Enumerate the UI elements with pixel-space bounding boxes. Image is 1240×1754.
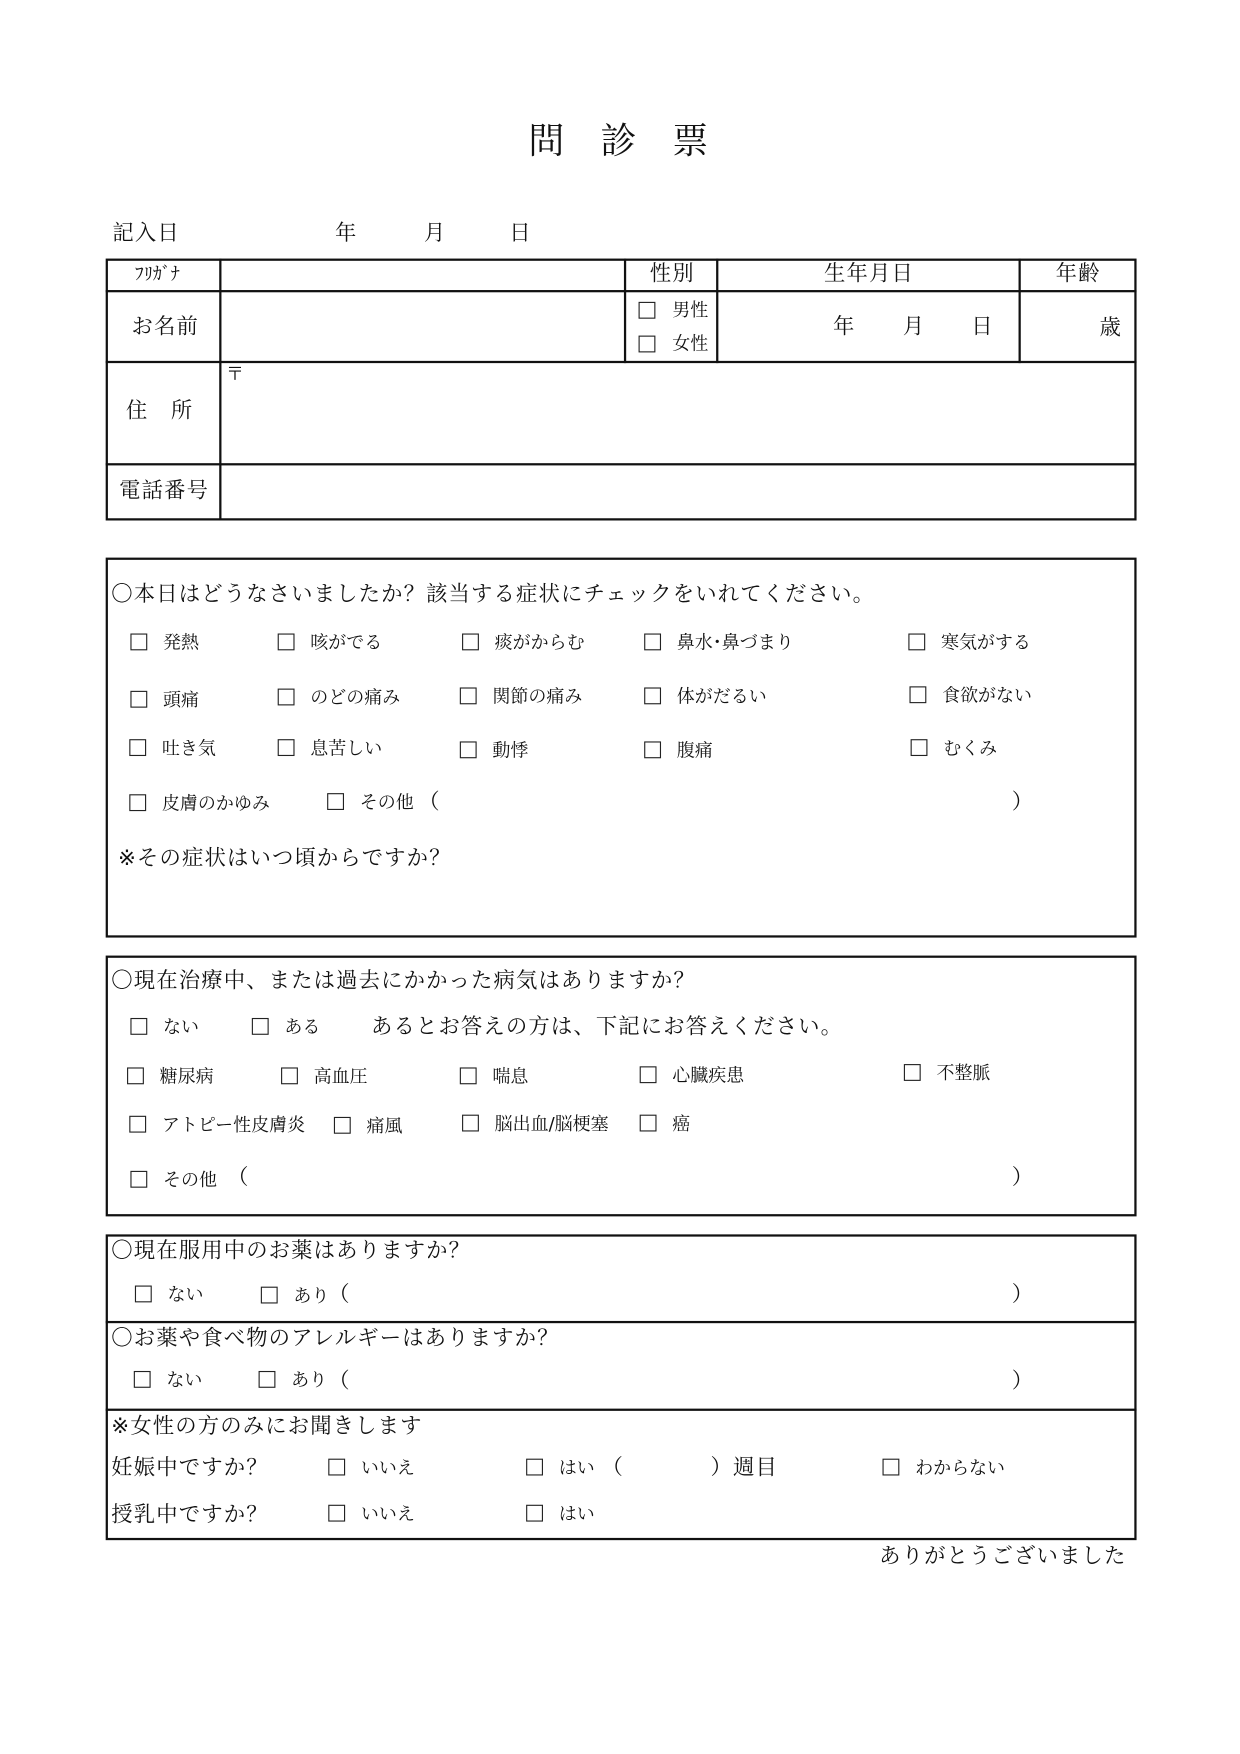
symptoms-items-5-checkbox[interactable] <box>130 691 147 708</box>
women-heading: ※女性の方のみにお聞きします <box>111 1413 423 1439</box>
phone-field[interactable] <box>221 467 1134 519</box>
symptoms-items-7-checkbox[interactable] <box>460 687 477 704</box>
history-question: 〇現在治療中、または過去にかかった病気はありますか？ <box>111 968 696 994</box>
symptoms-items-11-label: 息苦しい <box>310 737 383 759</box>
symptoms-items-16-checkbox[interactable] <box>327 793 344 810</box>
symptoms-items-13-checkbox[interactable] <box>644 741 661 758</box>
medication-question: 〇現在服用中のお薬はありますか？ <box>111 1238 472 1264</box>
symptoms-items-14-checkbox[interactable] <box>911 739 928 756</box>
history-items-6-label: 痛風 <box>366 1115 403 1137</box>
women-yes-checkbox[interactable] <box>526 1505 543 1522</box>
allergy-no-checkbox[interactable] <box>134 1371 151 1388</box>
name-field[interactable] <box>221 293 623 360</box>
history-items-0-label: 糖尿病 <box>159 1065 214 1088</box>
women-no-label: いいえ <box>360 1503 415 1525</box>
history-yes-checkbox[interactable] <box>252 1018 269 1035</box>
close-paren: ） <box>1011 1282 1035 1307</box>
symptoms-items-4-label: 寒気がする <box>940 631 1031 654</box>
phone-label: 電話番号 <box>119 478 210 504</box>
divider <box>106 1409 1137 1411</box>
women-no-checkbox[interactable] <box>328 1505 345 1522</box>
close-paren: ） <box>1011 1165 1035 1190</box>
history-items-9-label: その他 <box>163 1169 217 1191</box>
female-checkbox[interactable] <box>639 336 656 353</box>
open-paren: （ <box>328 1282 351 1307</box>
name-label: お名前 <box>131 314 200 339</box>
divider <box>106 290 1137 292</box>
symptoms-items-2-checkbox[interactable] <box>462 633 479 650</box>
history-items-1-label: 高血圧 <box>313 1065 368 1088</box>
symptoms-items-9-label: 食欲がない <box>942 684 1033 706</box>
women-no-checkbox[interactable] <box>328 1459 345 1476</box>
women-unknown-label: わからない <box>915 1456 1006 1479</box>
history-items-2-checkbox[interactable] <box>460 1067 477 1084</box>
symptoms-items-9-checkbox[interactable] <box>909 686 926 703</box>
address-field[interactable] <box>221 364 1134 463</box>
symptoms-items-0-label: 発熱 <box>163 631 200 654</box>
divider <box>716 259 718 364</box>
symptoms-items-5-label: 頭痛 <box>163 689 200 711</box>
history-no-label: ない <box>163 1016 200 1038</box>
divider <box>106 1321 1137 1323</box>
women-unknown-checkbox[interactable] <box>882 1459 899 1476</box>
history-items-5-label: アトピー性皮膚炎 <box>161 1114 306 1136</box>
entry-year-label: 年 <box>335 220 358 246</box>
entry-day-label: 日 <box>509 220 532 246</box>
symptoms-items-14-label: むくみ <box>943 737 998 759</box>
birthdate-header: 生年月日 <box>824 261 914 287</box>
history-items-3-checkbox[interactable] <box>640 1066 657 1083</box>
history-items-8-label: 癌 <box>672 1112 691 1135</box>
symptoms-items-2-label: 痰がからむ <box>494 631 585 654</box>
symptoms-items-12-checkbox[interactable] <box>460 741 477 758</box>
symptoms-items-12-label: 動悸 <box>492 739 529 762</box>
symptoms-items-8-label: 体がだるい <box>676 685 767 708</box>
nursing-question: 授乳中ですか？ <box>111 1502 269 1528</box>
age-unit-label: 歳 <box>1099 315 1122 341</box>
furigana-label: ﾌﾘｶﾞﾅ <box>134 263 180 285</box>
open-paren: （ <box>328 1368 351 1394</box>
closing-message: ありがとうございました <box>879 1544 1127 1569</box>
history-note: あるとお答えの方は、下記にお答えください。 <box>370 1014 844 1040</box>
symptoms-items-1-label: 咳がでる <box>310 631 383 654</box>
symptoms-items-4-checkbox[interactable] <box>908 633 925 650</box>
symptoms-items-15-checkbox[interactable] <box>129 794 146 811</box>
allergy-no-label: ない <box>166 1369 203 1391</box>
entry-date-label: 記入日 <box>112 220 180 246</box>
close-paren: ） <box>1011 1368 1035 1394</box>
allergy-yes-checkbox[interactable] <box>259 1371 276 1388</box>
address-label: 住 所 <box>125 398 194 424</box>
history-items-0-checkbox[interactable] <box>127 1067 144 1084</box>
women-yes-checkbox[interactable] <box>526 1459 543 1476</box>
divider <box>106 361 1137 363</box>
history-items-1-checkbox[interactable] <box>281 1067 298 1084</box>
close-paren: ） <box>1011 789 1035 815</box>
postal-mark: 〒 <box>225 363 244 385</box>
male-checkbox[interactable] <box>639 302 656 319</box>
gender-header: 性別 <box>649 261 695 287</box>
medication-yes-checkbox[interactable] <box>261 1287 278 1304</box>
symptoms-items-7-label: 関節の痛み <box>492 685 583 708</box>
furigana-field[interactable] <box>221 261 623 290</box>
women-yes-label: はい <box>558 1503 595 1525</box>
history-yes-label: ある <box>284 1016 321 1038</box>
symptoms-since: ※その症状はいつ頃からですか？ <box>118 845 452 871</box>
symptoms-items-8-checkbox[interactable] <box>644 687 661 704</box>
symptoms-items-6-label: のどの痛み <box>310 686 401 709</box>
history-items-5-checkbox[interactable] <box>129 1116 146 1133</box>
birth-day-label: 日 <box>971 314 994 339</box>
open-paren: （ <box>227 1165 250 1190</box>
birth-month-label: 月 <box>902 314 926 339</box>
open-paren: （ <box>601 1455 624 1481</box>
open-paren: （ <box>418 789 441 815</box>
entry-month-label: 月 <box>423 220 447 246</box>
medication-no-label: ない <box>167 1283 204 1306</box>
medication-yes-label: あり <box>293 1284 330 1307</box>
symptoms-items-13-label: 腹痛 <box>676 739 713 762</box>
divider <box>1019 259 1021 364</box>
age-header: 年齢 <box>1055 261 1101 287</box>
history-section <box>106 956 1137 1217</box>
symptoms-items-15-label: 皮膚のかゆみ <box>161 792 270 814</box>
history-items-2-label: 喘息 <box>492 1065 529 1088</box>
divider <box>624 259 626 364</box>
female-label: 女性 <box>672 332 709 355</box>
symptoms-items-1-checkbox[interactable] <box>278 633 295 650</box>
women-no-label: いいえ <box>360 1456 415 1479</box>
symptoms-items-0-checkbox[interactable] <box>130 633 147 650</box>
allergy-question: 〇お薬や食べ物のアレルギーはありますか？ <box>111 1325 560 1351</box>
history-items-6-checkbox[interactable] <box>334 1117 351 1134</box>
symptoms-items-10-checkbox[interactable] <box>129 739 146 756</box>
pregnant-question: 妊娠中ですか？ <box>111 1455 269 1481</box>
symptoms-items-3-checkbox[interactable] <box>644 633 661 650</box>
symptoms-question: 〇本日はどうなさいましたか？該当する症状にチェックをいれてください。 <box>111 581 876 607</box>
birth-year-label: 年 <box>833 314 856 339</box>
history-items-8-checkbox[interactable] <box>640 1115 657 1132</box>
symptoms-items-11-checkbox[interactable] <box>278 739 295 756</box>
history-no-checkbox[interactable] <box>130 1018 147 1035</box>
history-items-3-label: 心臓疾患 <box>672 1064 745 1086</box>
symptoms-items-6-checkbox[interactable] <box>278 689 295 706</box>
symptoms-items-3-label: 鼻水･鼻づまり <box>676 631 794 654</box>
history-items-7-checkbox[interactable] <box>462 1115 479 1132</box>
history-items-4-label: 不整脈 <box>936 1062 991 1084</box>
women-yes-label: はい <box>558 1456 595 1479</box>
allergy-yes-label: あり <box>291 1369 328 1391</box>
history-items-4-checkbox[interactable] <box>904 1064 921 1081</box>
symptoms-items-16-label: その他 <box>359 791 414 813</box>
history-items-9-checkbox[interactable] <box>130 1171 147 1188</box>
history-items-7-label: 脳出血/脳梗塞 <box>494 1112 609 1135</box>
weeks-label: ）週目 <box>710 1455 778 1481</box>
page-title: 問 診 票 <box>528 119 709 162</box>
symptoms-items-10-label: 吐き気 <box>161 737 216 759</box>
male-label: 男性 <box>672 299 709 321</box>
medication-no-checkbox[interactable] <box>135 1286 152 1303</box>
divider <box>106 463 1137 465</box>
